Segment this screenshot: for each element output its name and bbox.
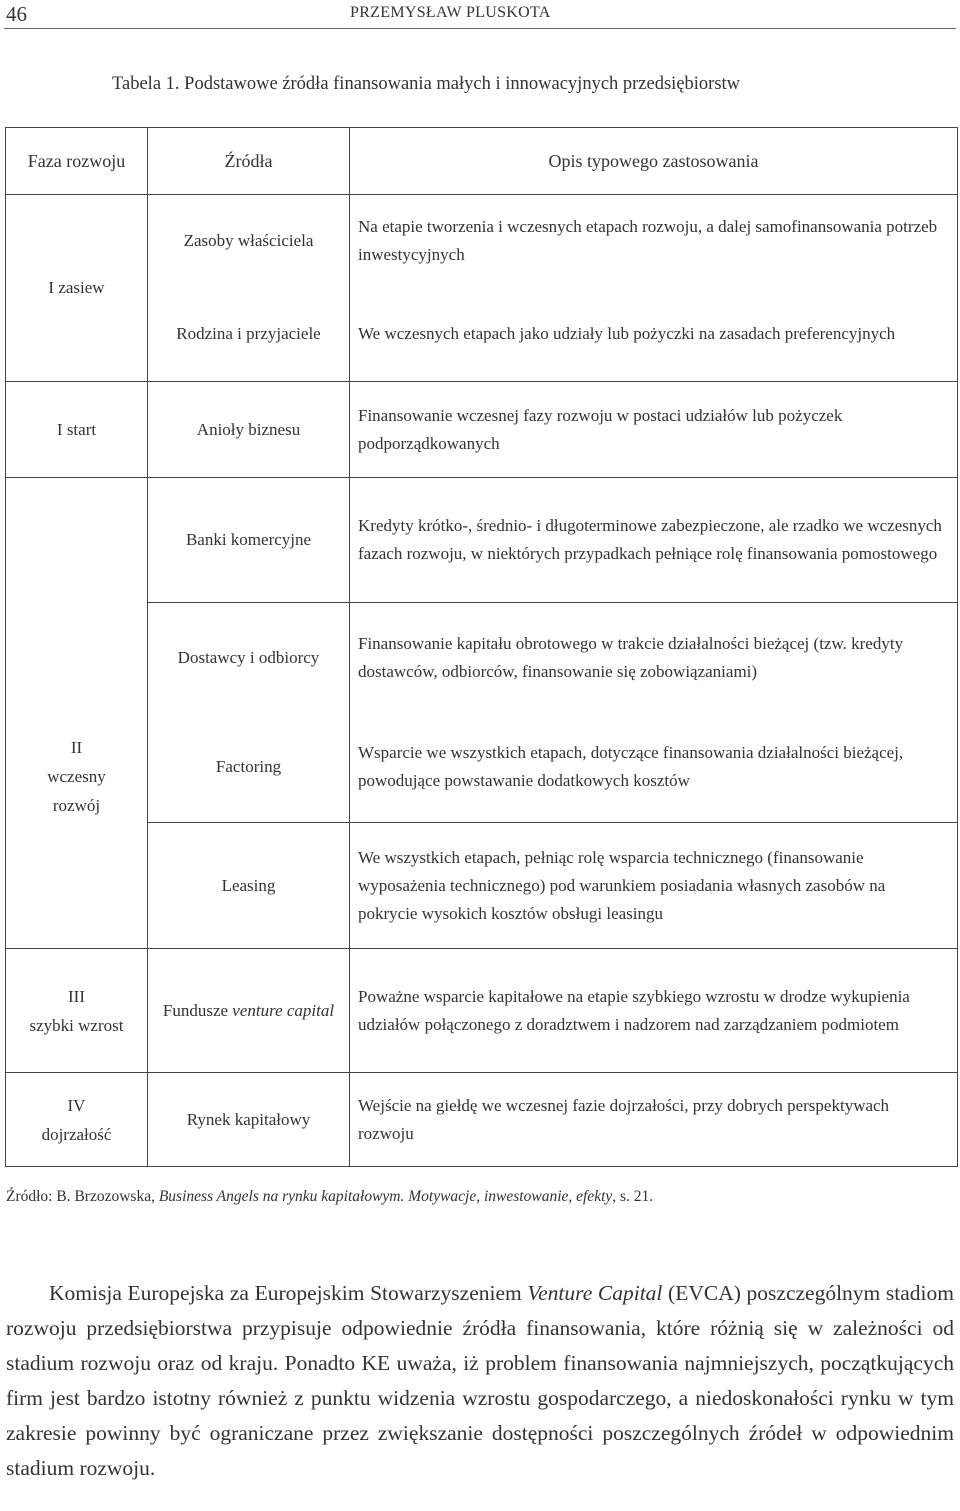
- description-cell: We wczesnych etapach jako udziały lub pożyczki na zasadach preferencyjnych: [350, 287, 958, 382]
- description-cell: Wsparcie we wszystkich etapach, dotyczące finansowania działalności bieżącej, powodujące powstawanie dodatkowych kosztów: [350, 713, 958, 823]
- page-number: 46: [6, 2, 27, 26]
- phase-line: wczesny: [47, 766, 106, 786]
- source-cell: Rynek kapitałowy: [148, 1073, 350, 1167]
- phase-cell: [6, 195, 148, 382]
- financing-sources-table: [5, 127, 958, 1167]
- source-prefix: Fundusze: [162, 1001, 233, 1020]
- description-cell: Poważne wsparcie kapitałowe na etapie szybkiego wzrostu w drodze wykupienia udziałów połączonego z doradztwem i nadzorem nad zarządzaniem podmiotem: [350, 949, 958, 1073]
- description-cell: We wszystkich etapach, pełniąc rolę wsparcia technicznego (finansowanie wyposażenia technicznego) pod warunkiem posiadania własnych zasobów na pokrycie wysokich kosztów obsługi leasingu: [350, 823, 958, 949]
- description-cell: Na etapie tworzenia i wczesnych etapach rozwoju, a dalej samofinansowania potrzeb inwestycyjnych: [350, 195, 958, 287]
- table-row: [6, 287, 958, 382]
- phase-line: szybki wzrost: [29, 1015, 124, 1035]
- table-row: [6, 949, 958, 1073]
- page-header: [0, 0, 960, 28]
- source-cell: Factoring: [148, 713, 350, 823]
- source-title: Business Angels na rynku kapitałowym. Motywacje, inwestowanie, efekty: [158, 1188, 613, 1205]
- source-cell: Anioły biznesu: [148, 382, 350, 478]
- source-italic: venture capital: [232, 1001, 335, 1020]
- phase-label: I zasiew: [48, 278, 105, 297]
- source-cell: [148, 949, 350, 1073]
- body-text-part: (EVCA) poszczególnym stadiom rozwoju przedsiębiorstwa przypisuje odpowiednie źródła finansowania, które różnią się w zależności od stadium rozwoju oraz od kraju. Ponadto KE uważa, iż problem finansowania najmniejszych, początkujących firm jest bardzo istotny również z punktu widzenia wzrostu gospodarczego, a niedoskonałości rynku w tym zakresie powinny być ograniczane przez zwiększanie dostępności poszczególnych źródeł w odpowiednim stadium rozwoju.: [6, 1281, 954, 1480]
- table-row: [6, 195, 958, 287]
- description-cell: Finansowanie kapitału obrotowego w trakcie działalności bieżącej (tzw. kredyty dostawców, odbiorców, finansowanie się zobowiązaniami): [350, 603, 958, 713]
- header-phase: Faza rozwoju: [6, 128, 148, 195]
- phase-line: IV: [67, 1095, 86, 1115]
- phase-line: II: [70, 737, 83, 757]
- header-description: Opis typowego zastosowania: [350, 128, 958, 195]
- source-cell: Leasing: [148, 823, 350, 949]
- phase-cell: [6, 1073, 148, 1167]
- body-text-italic: Venture Capital: [527, 1281, 663, 1305]
- table-row: [6, 382, 958, 478]
- running-head: PRZEMYSŁAW PLUSKOTA: [350, 4, 551, 21]
- phase-cell: [6, 478, 148, 949]
- description-cell: Kredyty krótko-, średnio- i długoterminowe zabezpieczone, ale rzadko we wczesnych fazach rozwoju, w niektórych przypadkach pełniące rolę finansowania pomostowego: [350, 478, 958, 603]
- source-prefix: Źródło: B. Brzozowska,: [6, 1188, 159, 1205]
- source-cell: Banki komercyjne: [148, 478, 350, 603]
- table-row: [6, 478, 958, 603]
- header-sources: Źródła: [148, 128, 350, 195]
- table-row: [6, 1073, 958, 1167]
- source-suffix: , s. 21.: [612, 1188, 654, 1205]
- table-row: [6, 713, 958, 823]
- phase-cell: [6, 949, 148, 1073]
- description-cell: Wejście na giełdę we wczesnej fazie dojrzałości, przy dobrych perspektywach rozwoju: [350, 1073, 958, 1167]
- source-cell: Dostawcy i odbiorcy: [148, 603, 350, 713]
- phase-cell: I start: [6, 382, 148, 478]
- table-row: [6, 603, 958, 713]
- header-rule: [4, 28, 956, 29]
- body-text-part: Komisja Europejska za Europejskim Stowarzyszeniem: [49, 1281, 528, 1305]
- table-row: [6, 823, 958, 949]
- source-cell: Rodzina i przyjaciele: [148, 287, 350, 382]
- phase-label: [6, 607, 147, 820]
- phase-line: dojrzałość: [41, 1124, 112, 1144]
- table-caption: Tabela 1. Podstawowe źródła finansowania małych i innowacyjnych przedsiębiorstw: [112, 74, 741, 94]
- phase-line: III: [68, 986, 85, 1006]
- phase-line: rozwój: [52, 795, 101, 815]
- source-cell: Zasoby właściciela: [148, 195, 350, 287]
- source-note: [6, 1188, 653, 1206]
- table-header-row: [6, 128, 958, 195]
- description-cell: Finansowanie wczesnej fazy rozwoju w postaci udziałów lub pożyczek podporządkowanych: [350, 382, 958, 478]
- body-paragraph: [6, 1276, 954, 1486]
